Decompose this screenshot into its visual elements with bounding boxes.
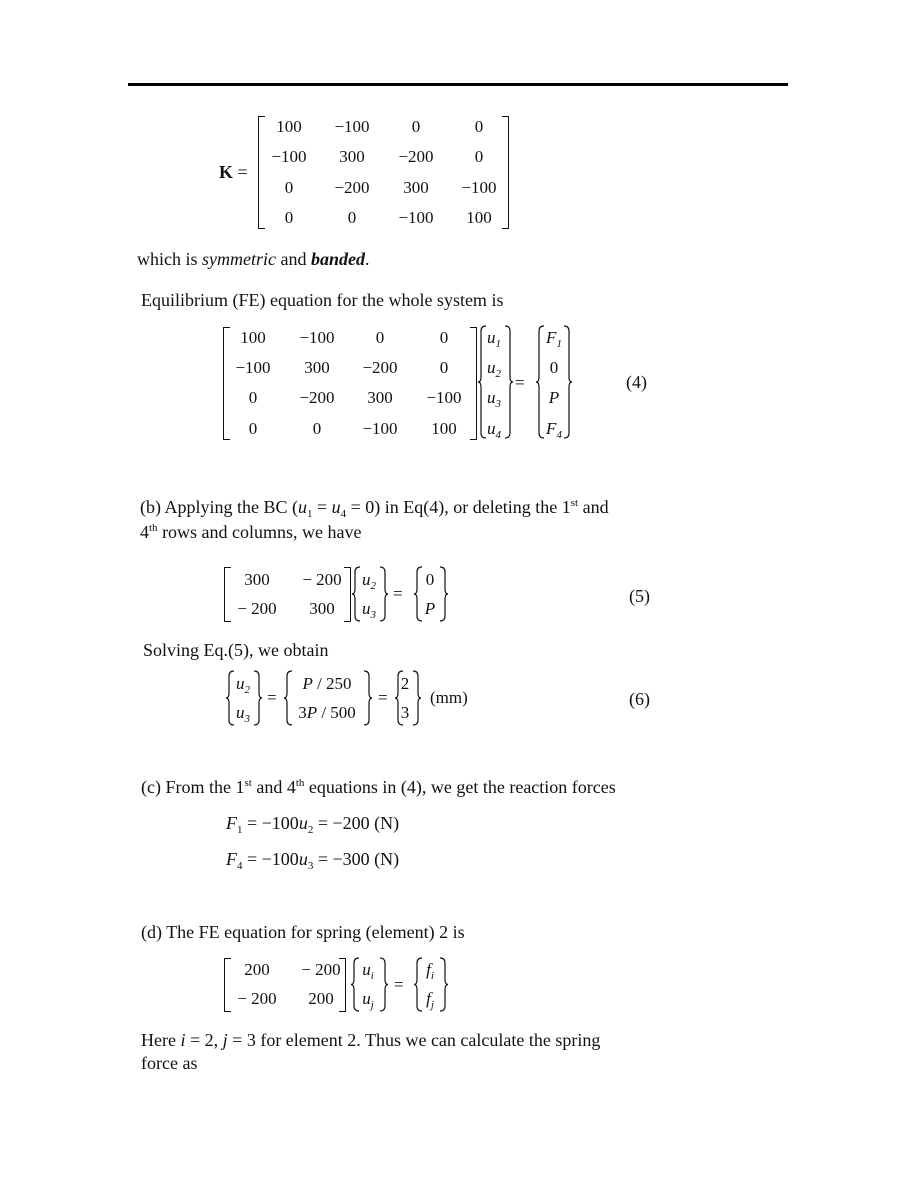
eq5-u-left-brace	[352, 567, 362, 621]
eqd-equals: =	[394, 975, 404, 994]
eq4-equals: =	[515, 373, 525, 392]
eq6-equals-2: =	[378, 688, 388, 707]
eq4-u-right-brace	[503, 326, 513, 438]
final-line1: Here i = 2, j = 3 for element 2. Thus we can calculate the spring	[141, 1030, 601, 1050]
reaction-F4: $F_4 = -100u_3 = -300$ (N)	[226, 849, 400, 872]
part-d-intro: (d) The FE equation for spring (element) 2 is	[141, 922, 465, 942]
eq5-left-bracket	[224, 567, 231, 622]
eq5-right-bracket	[344, 567, 351, 622]
equation-number-5: (5)	[629, 586, 650, 606]
header-rule	[128, 83, 788, 86]
term-symmetric: symmetric	[202, 249, 276, 269]
eq5-u-right-brace	[378, 567, 388, 621]
eq6-val-right-brace	[411, 671, 421, 725]
reaction-F1: $F_1 = -100u_2 = -200$ (N)	[226, 813, 400, 836]
eq5-equals: =	[393, 584, 403, 603]
eq5-f-left-brace	[414, 567, 424, 621]
eqd-u-right-brace	[378, 958, 388, 1011]
solving-intro: Solving Eq.(5), we obtain	[143, 640, 329, 660]
equation-number-4: (4)	[626, 372, 647, 392]
eq6-u-left-brace	[226, 671, 236, 725]
eqd-u-left-brace	[351, 958, 361, 1011]
symmetric-banded-sentence: which is symmetric and banded.	[137, 249, 370, 269]
eq5-f-right-brace	[438, 567, 448, 621]
eqd-left-bracket	[224, 958, 231, 1012]
eq4-right-bracket	[470, 327, 477, 440]
eqd-f-right-brace	[438, 958, 448, 1011]
matrix-label-K: K =	[219, 162, 248, 182]
part-b-line2: 4th rows and columns, we have	[140, 522, 362, 542]
eq4-left-bracket	[223, 327, 230, 440]
eq6-mid-left-brace	[284, 671, 294, 725]
part-b-line1: (b) Applying the BC $(u_1 = u_4 = 0)$ in Eq(4), or deleting the 1st and	[140, 497, 609, 520]
right-bracket	[502, 116, 509, 229]
term-banded: banded	[310, 249, 365, 269]
eq6-u-right-brace	[252, 671, 262, 725]
eqd-f-left-brace	[414, 958, 424, 1011]
eq6-unit: (mm)	[430, 688, 468, 707]
eq6-equals-1: =	[267, 688, 277, 707]
eq6-mid-right-brace	[362, 671, 372, 725]
equation-number-6: (6)	[629, 689, 650, 709]
final-line2: force as	[141, 1053, 198, 1073]
equilibrium-intro: Equilibrium (FE) equation for the whole system is	[141, 290, 504, 310]
part-c-intro: (c) From the 1st and 4th equations in (4), we get the reaction forces	[141, 777, 616, 797]
left-bracket	[258, 116, 265, 229]
eq4-f-right-brace	[562, 326, 572, 438]
eq4-f-left-brace	[536, 326, 546, 438]
